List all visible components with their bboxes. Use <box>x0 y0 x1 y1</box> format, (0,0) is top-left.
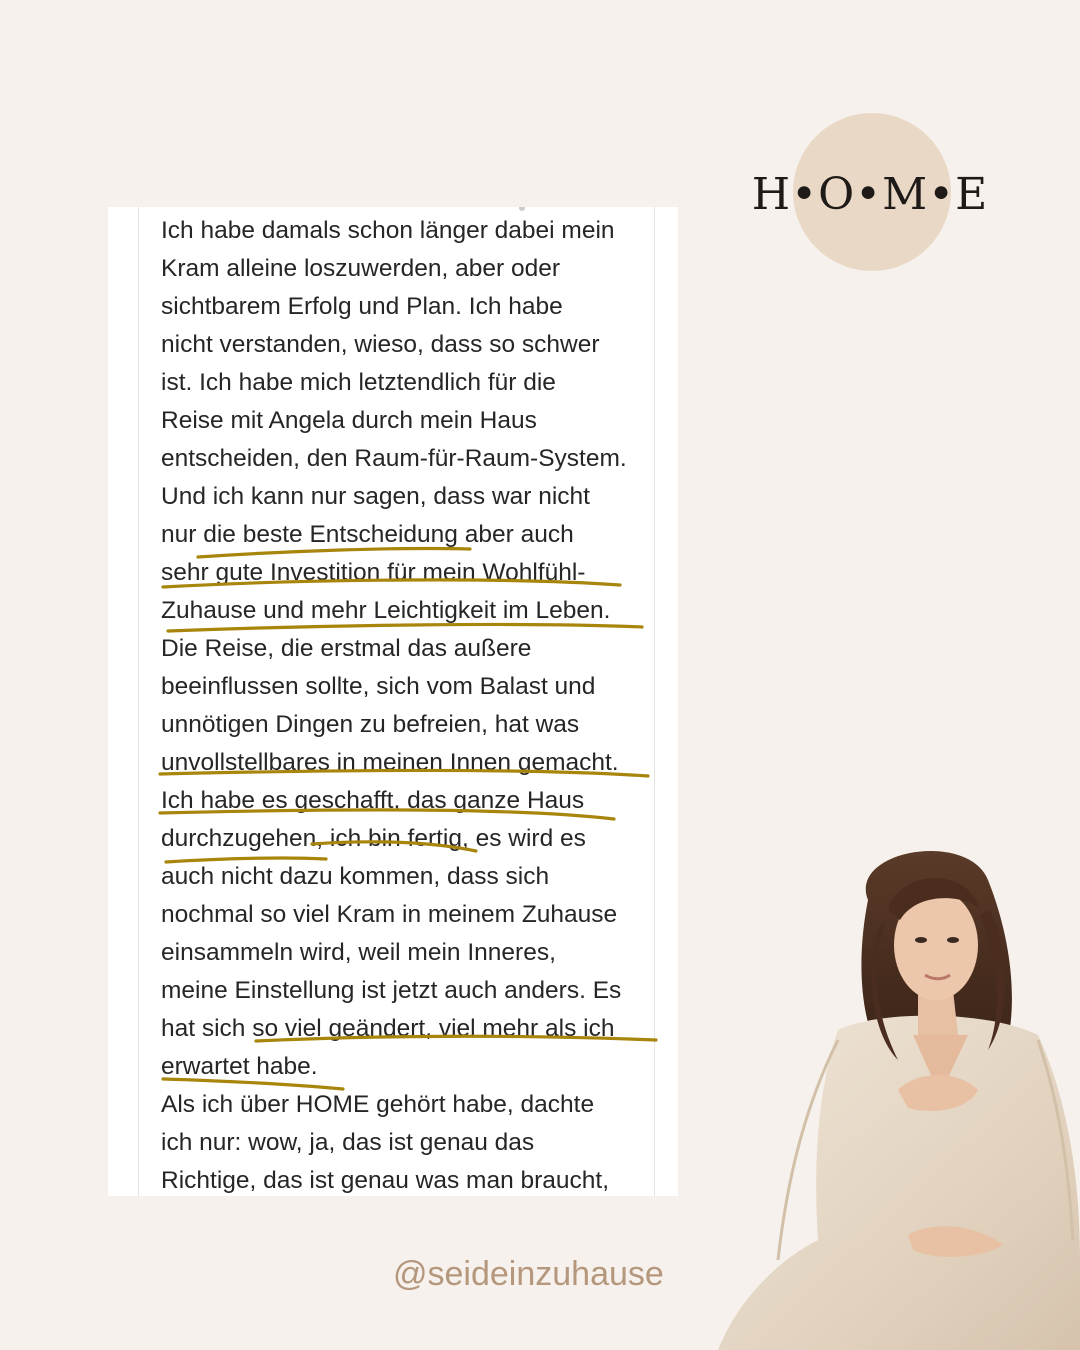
testimonial-line: auch nicht dazu kommen, dass sich <box>161 863 550 890</box>
testimonial-line: einsammeln wird, weil mein Inneres, <box>161 939 556 966</box>
testimonial-line: ist. Ich habe mich letztendlich für die <box>161 369 556 396</box>
testimonial-line: beeinflussen sollte, sich vom Balast und <box>161 673 596 700</box>
card-left-border <box>138 207 139 1196</box>
testimonial-line: Reise mit Angela durch mein Haus <box>161 407 537 434</box>
testimonial-line: hat sich so viel geändert, viel mehr als ich <box>161 1015 615 1042</box>
testimonial-line: Ich habe damals schon länger dabei mein <box>161 217 615 244</box>
testimonial-line: nicht verstanden, wieso, dass so schwer <box>161 331 600 358</box>
woman-portrait-photo <box>718 840 1080 1350</box>
testimonial-line: Kram alleine loszuwerden, aber oder <box>161 255 561 282</box>
testimonial-line: Die Reise, die erstmal das außere <box>161 635 532 662</box>
testimonial-line: nochmal so viel Kram in meinem Zuhause <box>161 901 618 928</box>
testimonial-line: Ich habe es geschafft, das ganze Haus <box>161 787 585 814</box>
testimonial-line: Als ich über HOME gehört habe, dachte <box>161 1091 595 1118</box>
testimonial-line: entscheiden, den Raum-für-Raum-System. <box>161 445 627 472</box>
testimonial-line: durchzugehen, ich bin fertig, es wird es <box>161 825 586 852</box>
testimonial-line: Zuhause und mehr Leichtigkeit im Leben. <box>161 597 611 624</box>
testimonial-line: Und ich kann nur sagen, dass war nicht <box>161 483 590 510</box>
testimonial-line: sehr gute Investition für mein Wohlfühl- <box>161 559 586 586</box>
testimonial-line: sichtbarem Erfolg und Plan. Ich habe <box>161 293 563 320</box>
testimonial-screenshot <box>108 207 678 1196</box>
brand-logo: H•O•M•E <box>751 169 989 220</box>
testimonial-line: unvollstellbares in meinen Innen gemacht. <box>161 749 619 776</box>
testimonial-line: ich nur: wow, ja, das ist genau das <box>161 1129 535 1156</box>
testimonial-line: unnötigen Dingen zu befreien, hat was <box>161 711 580 738</box>
testimonial-line: Richtige, das ist genau was man braucht, <box>161 1167 610 1194</box>
testimonial-line: nur die beste Entscheidung aber auch <box>161 521 574 548</box>
social-handle: @seideinzuhause <box>393 1255 664 1293</box>
testimonial-text <box>161 212 671 1196</box>
scroll-mark <box>519 207 525 211</box>
testimonial-line: erwartet habe. <box>161 1053 318 1080</box>
testimonial-line: meine Einstellung ist jetzt auch anders. Es <box>161 977 622 1004</box>
